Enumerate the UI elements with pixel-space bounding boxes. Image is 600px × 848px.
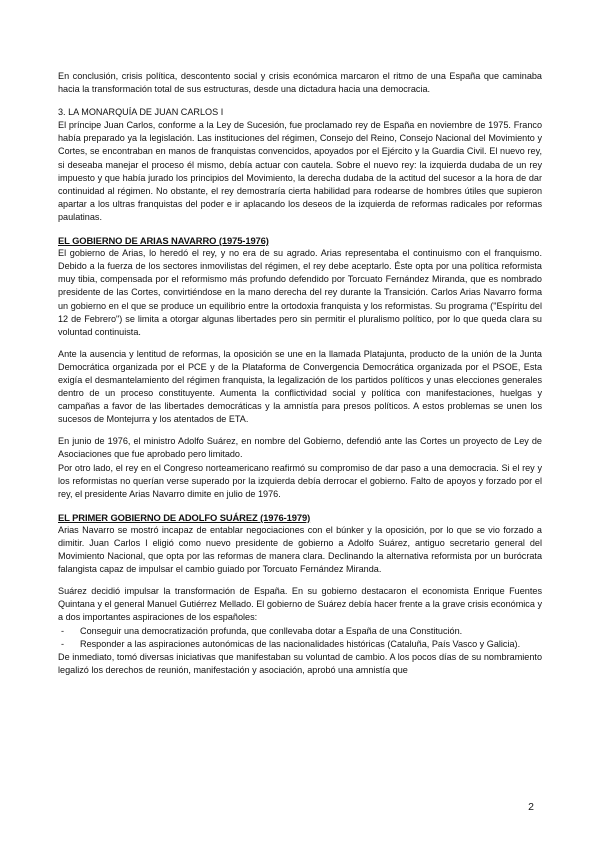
suarez-paragraph-2: Suárez decidió impulsar la transformación de España. En su gobierno destacaron el economista Enrique Fuentes Quintana y el general Manuel Gutiérrez Mellado. El gobierno de Suárez debía hacer frente a la grave crisis económica y a dos importantes aspiraciones de los españoles: [58,586,542,623]
suarez-paragraph-3: De inmediato, tomó diversas iniciativas que manifestaban su voluntad de cambio. A los pocos días de su nombramiento legalizó los derechos de reunión, manifestación y asociación, aprobó una amnistía que [58,651,542,675]
dash-bullet: - [61,625,65,636]
monarquia-paragraph: El príncipe Juan Carlos, conforme a la Ley de Sucesión, fue proclamado rey de España en noviembre de 1975. Franco había preparado ya la legislación. Las instituciones del régimen, Consejo del Reino, Consejo Nacional del Movimiento y Cortes, se encontraban en manos de franquistas convencidos, apoyados por el Ejército y la Guardia Civil. El nuevo rey, si deseaba manejar el proceso él mismo, debía actuar con cautela. Sobre el nuevo rey: la izquierda dudaba de un rey impuesto y que había jurado los principios del Movimiento, la derecha dudaba de la actitud del sucesor a la hora de dar continuidad al régimen. No obstante, el rey demostraría cierta habilidad para rodearse de hombres útiles que supieron apartar a los ultras franquistas del poder e ir aplacando los deseos de la izquierda de reformas radicales por reformas paulatinas. [58,120,542,222]
section-heading-monarquia: 3. LA MONARQUÍA DE JUAN CARLOS I [58,107,224,118]
list-item-text: Conseguir una democratización profunda, que conllevaba dotar a España de una Constitución. [80,625,463,636]
section-title-arias-navarro: EL GOBIERNO DE ARIAS NAVARRO (1975-1976) [58,235,269,247]
conclusion-paragraph: En conclusión, crisis política, descontento social y crisis económica marcaron el ritmo de una España que caminaba hacia la transformación total de sus estructuras, desde una dictadura hacia una democracia. [58,71,542,95]
list-item-text: Responder a las aspiraciones autonómicas de las nacionalidades históricas (Cataluña, País Vasco y Galicia). [80,638,521,649]
list-item [58,625,542,638]
arias-paragraph-2: Ante la ausencia y lentitud de reformas, la oposición se une en la llamada Platajunta, producto de la unión de la Junta Democrática organizada por el PCE y de la Plataforma de Convergencia Democrática organizada por el PSOE, Esta exigía el desmantelamiento del régimen franquista, la legalización de los partidos políticos y unas elecciones generales dentro de un proceso constituyente. Aumenta la conflictividad social y política con manifestaciones, huelgas y campañas a favor de las libertades democráticas y la amnistía para presos políticos. A estos problemas se unen los sucesos de Montejurra y los atentados de ETA. [58,348,542,425]
page-content [58,70,542,677]
dash-bullet: - [61,638,65,649]
arias-paragraph-4: Por otro lado, el rey en el Congreso norteamericano reafirmó su compromiso de dar paso a una democracia. Si el rey y los reformistas no querían verse superado por la izquierda debía derrocar el gobierno. Falto de apoyos y forzado por el rey, el presidente Arias Navarro dimite en julio de 1976. [58,462,542,499]
section-title-suarez: EL PRIMER GOBIERNO DE ADOLFO SUÁREZ (1976-1979) [58,511,311,523]
suarez-paragraph-1: Arias Navarro se mostró incapaz de entablar negociaciones con el búnker y la oposición, por lo que se vio forzado a dimitir. Juan Carlos I eligió como nuevo presidente de gobierno a Adolfo Suárez, antiguo secretario general del Movimiento Nacional, que opta por las reformas de manera clara. Declinando la alternativa reformista por un burócrata falangista capaz de impulsar el cambio guiado por Torcuato Fernández Miranda. [58,524,542,575]
list-item [58,638,542,651]
aspirations-list [58,625,542,651]
arias-paragraph-1: El gobierno de Arias, lo heredó el rey, y no era de su agrado. Arias representaba el continuismo con el franquismo. Debido a la fuerza de los sectores inmovilistas del régimen, el rey debe aceptarlo. Éste opta por una política reformista muy tibia, compensada por el reformismo más profundo defendido por Torcuato Fernández Miranda, que es nombrado presidente de las Cortes, convirtiéndose en la mano derecha del rey durante la Transición. Carlos Arias Navarro forma un gobierno en el que se produce un equilibrio entre la ortodoxia franquista y los reformistas. Su programa ("Espíritu del 12 de Febrero") se limita a otorgar algunas libertades pero sin permitir el pluralismo político, por lo que queda clara su voluntad continuista. [58,248,542,337]
page-number: 2 [528,801,534,813]
arias-paragraph-3: En junio de 1976, el ministro Adolfo Suárez, en nombre del Gobierno, defendió ante las Cortes un proyecto de Ley de Asociaciones que fue aprobado pero limitado. [58,436,542,460]
